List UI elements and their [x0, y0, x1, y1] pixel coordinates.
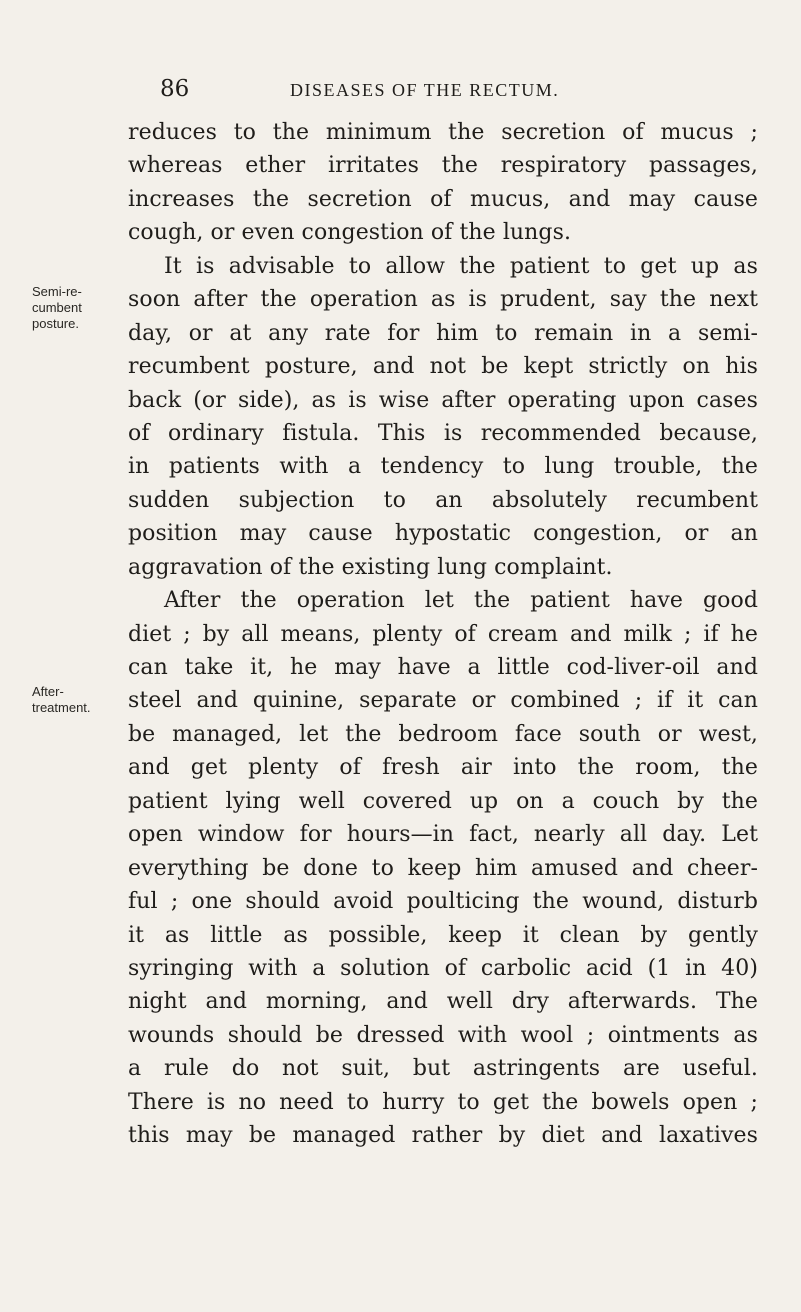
paragraph-after-treatment	[128, 584, 758, 1152]
text-line: everything be done to keep him amused and cheer-	[128, 855, 758, 881]
text-line: it as little as possible, keep it clean by gently	[128, 922, 758, 948]
text-line: cough, or even congestion of the lungs.	[128, 220, 572, 246]
text-line: whereas ether irritates the respiratory passages,	[128, 153, 758, 179]
margin-note-semi-recumbent-posture	[32, 284, 122, 332]
margin-note-line: After-	[32, 684, 64, 699]
text-line: ful ; one should avoid poulticing the wound, disturb	[128, 889, 758, 915]
text-line: sudden subjection to an absolutely recumbent	[128, 487, 758, 513]
text-line: be managed, let the bedroom face south or west,	[128, 721, 758, 747]
margin-note-line: cumbent	[32, 300, 82, 315]
text-line: recumbent posture, and not be kept strictly on his	[128, 354, 758, 380]
page-number: 86	[160, 76, 190, 102]
text-line: day, or at any rate for him to remain in a semi-	[128, 320, 758, 346]
text-line: in patients with a tendency to lung trouble, the	[128, 454, 758, 480]
text-line: position may cause hypostatic congestion, or an	[128, 521, 758, 547]
paragraph-ether-effects	[128, 116, 758, 250]
margin-note-line: treatment.	[32, 700, 91, 715]
text-line: soon after the operation as is prudent, say the next	[128, 287, 758, 313]
text-line: After the operation let the patient have good	[164, 588, 758, 614]
margin-note-line: posture.	[32, 316, 79, 331]
text-line: reduces to the minimum the secretion of mucus ;	[128, 120, 758, 145]
text-line: can take it, he may have a little cod-liver-oil and	[128, 655, 758, 680]
text-line: night and morning, and well dry afterwards. The	[128, 989, 758, 1015]
text-line: syringing with a solution of carbolic acid (1 in 40)	[128, 955, 758, 981]
text-line: this may be managed rather by diet and laxatives	[128, 1123, 758, 1149]
text-line: a rule do not suit, but astringents are useful.	[128, 1056, 758, 1082]
paragraph-semi-recumbent-posture	[128, 250, 758, 584]
text-line: back (or side), as is wise after operating upon cases	[128, 387, 758, 413]
margin-note-line: Semi-re-	[32, 284, 82, 299]
margin-note-after-treatment	[32, 684, 122, 716]
text-line: wounds should be dressed with wool ; ointments as	[128, 1022, 758, 1048]
text-line: increases the secretion of mucus, and may cause	[128, 186, 758, 212]
text-line: aggravation of the existing lung complaint.	[128, 554, 613, 580]
text-line: open window for hours—in fact, nearly all day. Let	[128, 822, 758, 848]
body-text	[128, 116, 758, 1153]
page-header	[160, 76, 720, 106]
text-line: of ordinary fistula. This is recommended because,	[128, 420, 758, 446]
text-line: patient lying well covered up on a couch by the	[128, 788, 758, 814]
text-line: There is no need to hurry to get the bowels open ;	[128, 1089, 758, 1115]
text-line: and get plenty of fresh air into the room, the	[128, 755, 758, 781]
text-line: It is advisable to allow the patient to get up as	[164, 253, 758, 279]
running-head: DISEASES OF THE RECTUM.	[290, 80, 560, 100]
text-line: diet ; by all means, plenty of cream and milk ; if he	[128, 621, 758, 647]
text-line: steel and quinine, separate or combined ; if it can	[128, 688, 758, 714]
